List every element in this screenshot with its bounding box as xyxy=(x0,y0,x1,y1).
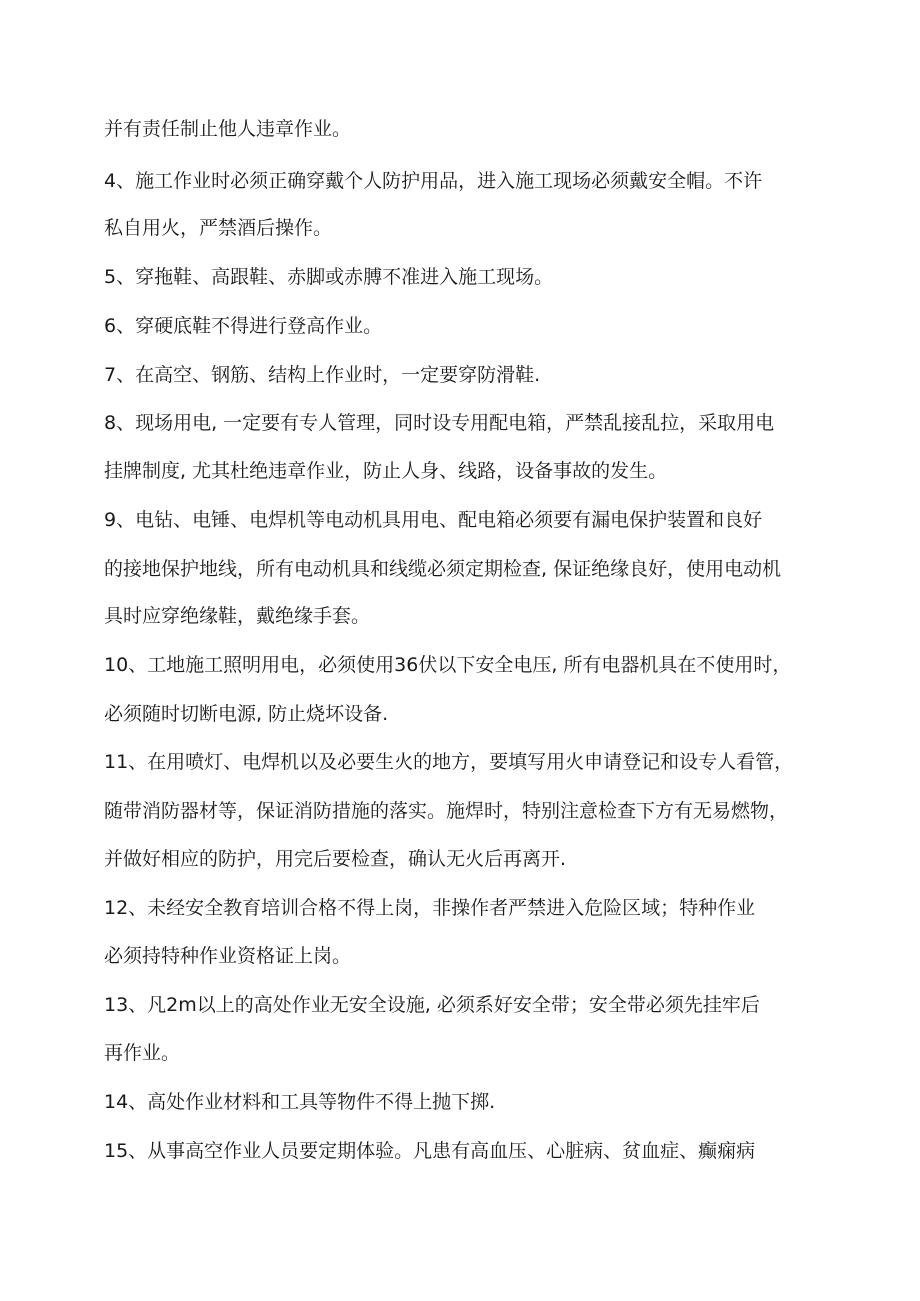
text-line: 7、在高空、钢筋、结构上作业时，一定要穿防滑鞋. xyxy=(104,364,541,386)
text-line: 随带消防器材等，保证消防措施的落实。施焊时，特别注意检查下方有无易燃物， xyxy=(104,800,789,822)
text-line: 9、电钻、电锤、电焊机等电动机具用电、配电箱必须要有漏电保护装置和良好 xyxy=(104,509,763,531)
text-line: 私自用火，严禁酒后操作。 xyxy=(104,217,333,239)
text-line: 并有责任制止他人违章作业。 xyxy=(104,118,352,140)
text-line: 5、穿拖鞋、高跟鞋、赤脚或赤膊不准进入施工现场。 xyxy=(104,266,554,288)
text-line: 挂牌制度, 尤其杜绝违章作业，防止人身、线路，设备事故的发生。 xyxy=(104,460,668,482)
text-line: 14、高处作业材料和工具等物件不得上抛下掷. xyxy=(104,1091,496,1113)
text-line: 具时应穿绝缘鞋，戴绝缘手套。 xyxy=(104,605,371,627)
text-line: 的接地保护地线，所有电动机具和线缆必须定期检查, 保证绝缘良好，使用电动机 xyxy=(104,558,782,580)
text-line: 11、在用喷灯、电焊机以及必要生火的地方，要填写用火申请登记和设专人看管， xyxy=(104,751,794,773)
text-line: 8、现场用电, 一定要有专人管理，同时设专用配电箱，严禁乱接乱拉，采取用电 xyxy=(104,412,775,434)
text-line: 必须随时切断电源, 防止烧坏设备. xyxy=(104,703,389,725)
text-line: 必须持特种作业资格证上岗。 xyxy=(104,945,352,967)
text-line: 15、从事高空作业人员要定期体验。凡患有高血压、心脏病、贫血症、癫痫病 xyxy=(104,1140,756,1162)
text-line: 再作业。 xyxy=(104,1042,181,1064)
text-line: 6、穿硬底鞋不得进行登高作业。 xyxy=(104,315,383,337)
text-line: 并做好相应的防护，用完后要检查，确认无火后再离开. xyxy=(104,848,567,870)
text-line: 4、施工作业时必须正确穿戴个人防护用品，进入施工现场必须戴安全帽。不许 xyxy=(104,170,763,192)
text-line: 10、工地施工照明用电，必须使用36伏以下安全电压, 所有电器机具在不使用时， xyxy=(104,654,792,676)
text-line: 13、凡2m以上的高处作业无安全设施, 必须系好安全带；安全带必须先挂牢后 xyxy=(104,994,760,1016)
text-line: 12、未经安全教育培训合格不得上岗，非操作者严禁进入危险区域；特种作业 xyxy=(104,897,756,919)
